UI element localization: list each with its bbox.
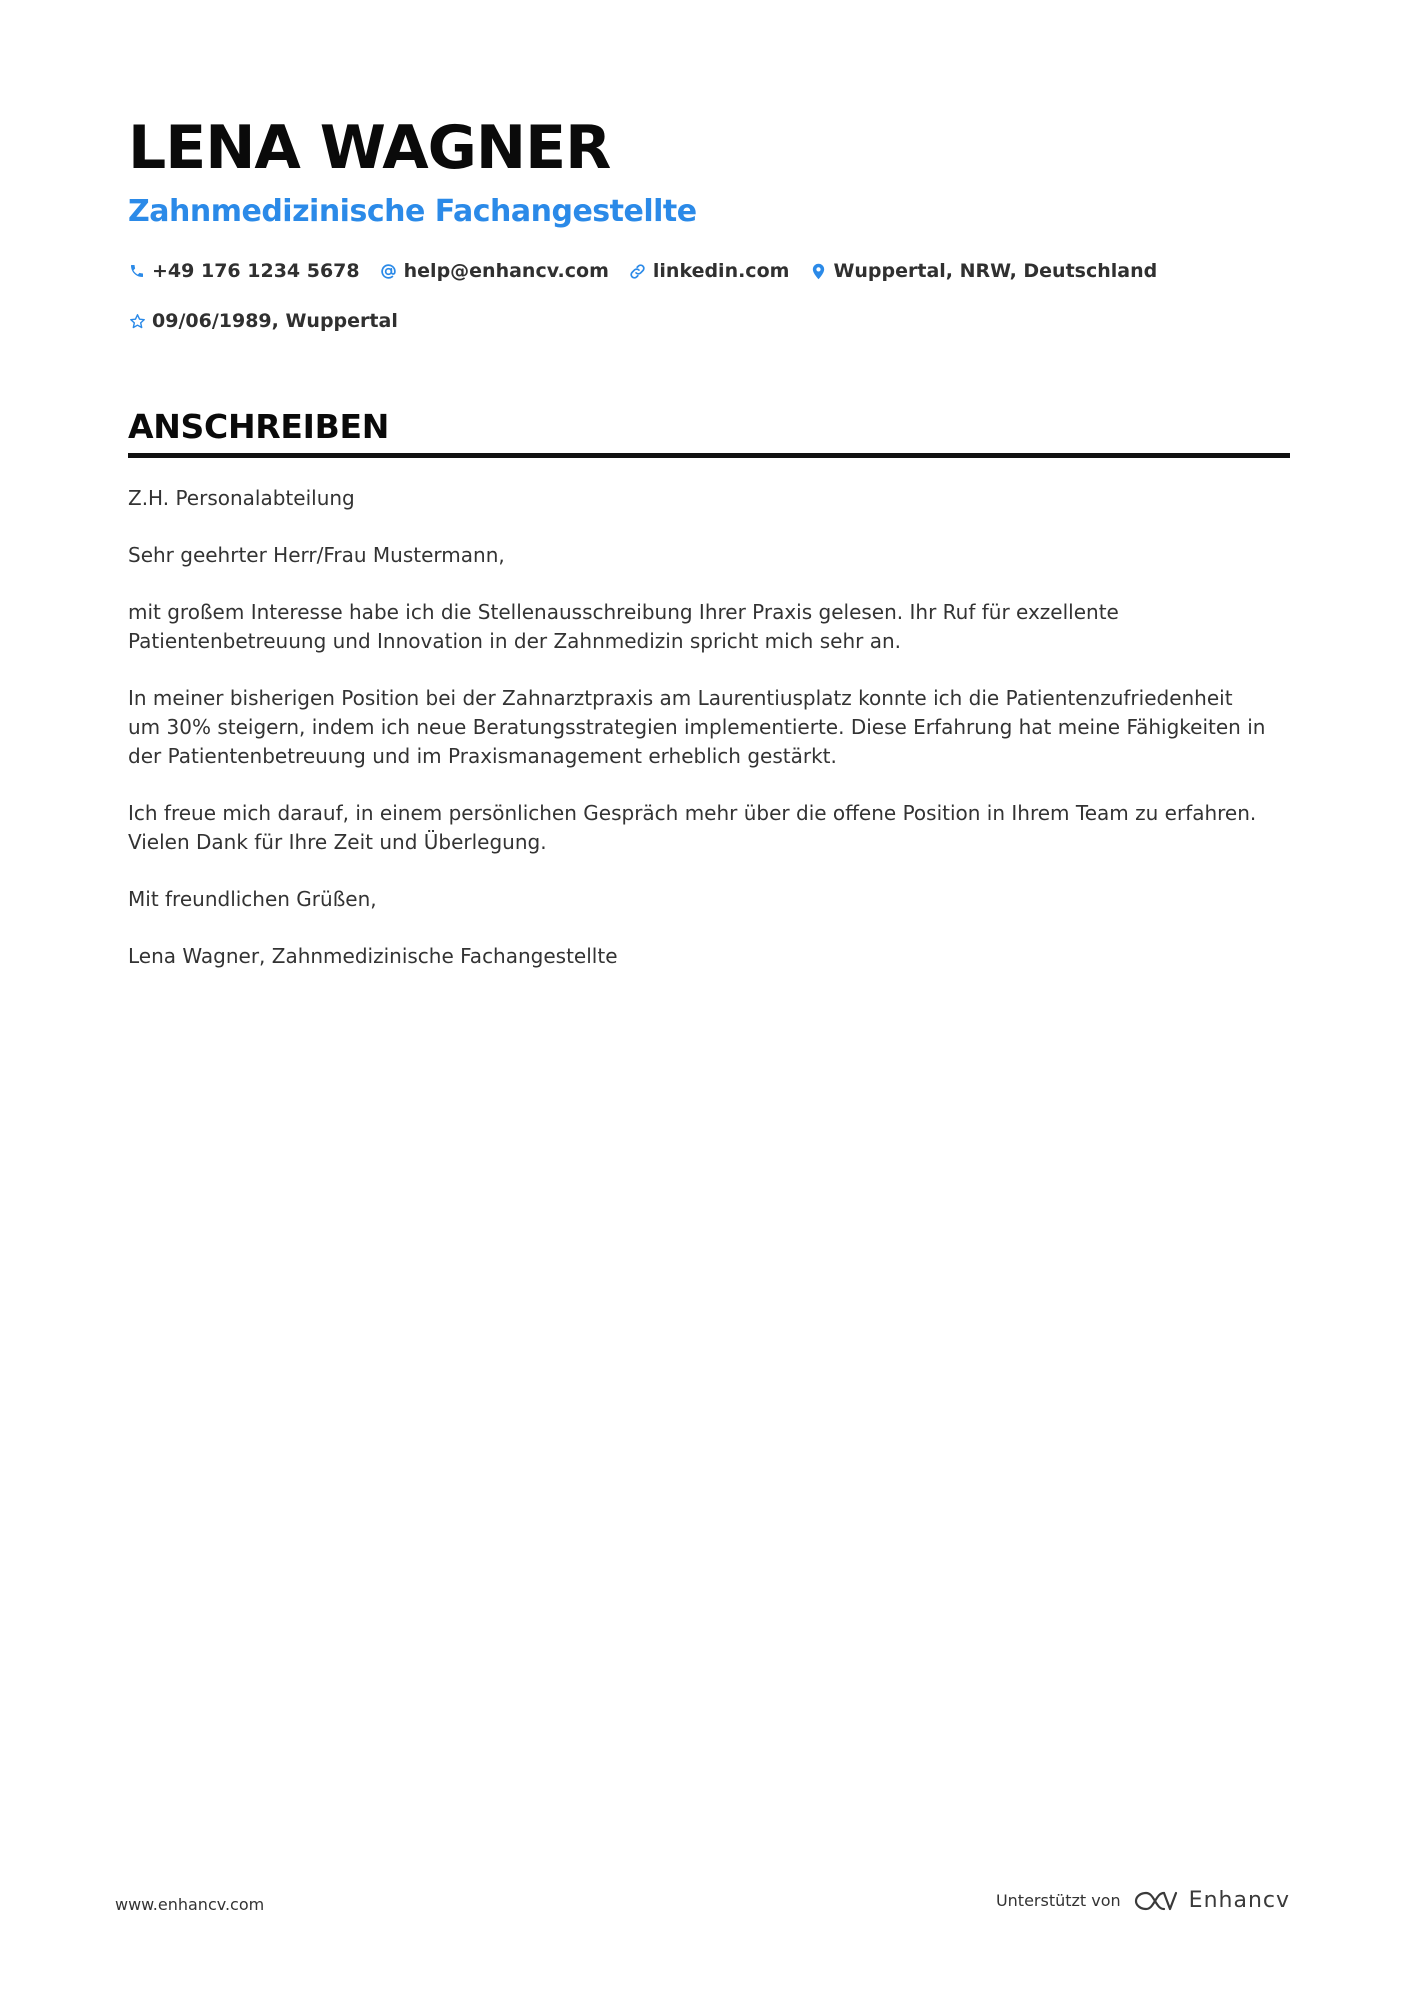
powered-by-text: Unterstützt von (995, 1891, 1121, 1910)
section-title: ANSCHREIBEN (128, 407, 390, 446)
footer-branding (996, 1888, 1290, 1913)
contact-location (809, 256, 1157, 286)
link-icon (629, 262, 647, 280)
linkedin-text[interactable]: linkedin.com (652, 260, 790, 282)
candidate-name: LENA WAGNER (128, 113, 611, 183)
brand-name: Enhancv (1188, 1888, 1290, 1913)
letter-salutation: Sehr geehrter Herr/Frau Mustermann, (128, 543, 505, 567)
cover-letter-section (128, 405, 1290, 999)
job-title: Zahnmedizinische Fachangestellte (128, 194, 697, 229)
letter-body (128, 484, 1268, 971)
enhancv-logo-icon (1133, 1889, 1179, 1913)
at-icon (380, 262, 398, 280)
birth-text: 09/06/1989, Wuppertal (152, 310, 398, 332)
letter-closing: Mit freundlichen Grüßen, (128, 887, 377, 911)
letter-recipient: Z.H. Personalabteilung (128, 486, 355, 510)
letter-paragraph: In meiner bisherigen Position bei der Zahnarztpraxis am Laurentiusplatz konnte ich die Patientenzufriedenheit um 30% steigern, indem ich neue Beratungsstrategien implementierte. Diese Erfahrung hat meine Fähigkeiten in der Patientenbetreuung und im Praxismanagement erheblich gestärkt. (128, 686, 1266, 768)
contact-list (128, 256, 1228, 336)
contact-phone (128, 256, 360, 286)
email-text[interactable]: help@enhancv.com (403, 260, 609, 282)
phone-text: +49 176 1234 5678 (152, 260, 360, 282)
phone-icon (128, 262, 146, 280)
header (128, 108, 1288, 336)
letter-paragraph: Ich freue mich darauf, in einem persönlichen Gespräch mehr über die offene Position in Ihrem Team zu erfahren. Vielen Dank für Ihre Zeit und Überlegung. (128, 801, 1257, 854)
footer-website[interactable]: www.enhancv.com (115, 1895, 265, 1914)
contact-linkedin[interactable] (629, 256, 790, 286)
map-pin-icon (809, 262, 827, 280)
contact-birth (128, 306, 398, 336)
letter-paragraph: mit großem Interesse habe ich die Stellenausschreibung Ihrer Praxis gelesen. Ihr Ruf für exzellente Patientenbetreuung und Innovation in der Zahnmedizin spricht mich sehr an. (128, 600, 1119, 653)
contact-email[interactable] (380, 256, 609, 286)
section-divider (128, 453, 1290, 458)
location-text: Wuppertal, NRW, Deutschland (833, 260, 1158, 282)
letter-signature: Lena Wagner, Zahnmedizinische Fachangestellte (128, 944, 618, 968)
star-icon (128, 312, 146, 330)
